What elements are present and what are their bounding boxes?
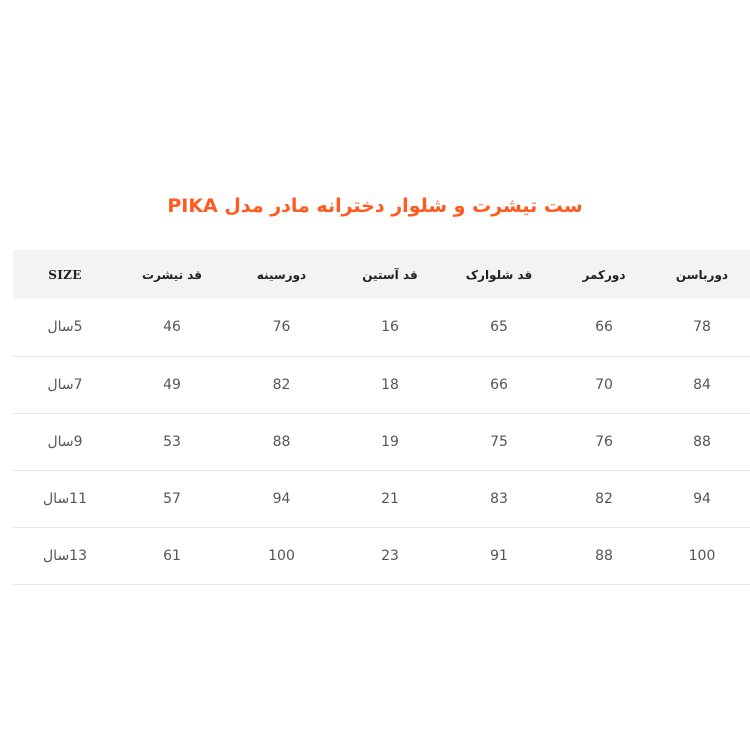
table-row xyxy=(13,527,750,584)
table-cell: 88 xyxy=(272,433,291,450)
table-cell: 91 xyxy=(490,547,508,564)
size-cell: 11سال xyxy=(43,490,87,507)
table-cell: 66 xyxy=(490,376,508,393)
table-cell: 84 xyxy=(693,376,711,393)
size-cell: 9سال xyxy=(47,433,83,450)
header-shirt-length: قد تیشرت xyxy=(141,267,203,282)
table-cell: 83 xyxy=(490,490,508,507)
header-hip: دورباسن xyxy=(675,267,729,282)
page-title: ست تیشرت و شلوار دخترانه مادر مدل PIKA xyxy=(167,195,583,217)
table-cell: 46 xyxy=(163,319,181,336)
table-cell: 82 xyxy=(272,376,291,393)
size-table xyxy=(13,250,750,585)
header-size: SIZE xyxy=(48,267,82,282)
table-row xyxy=(13,413,750,470)
size-cell: 7سال xyxy=(47,376,83,393)
table-cell: 100 xyxy=(268,547,295,564)
table-cell: 88 xyxy=(595,547,613,564)
table-row xyxy=(13,299,750,356)
table-cell: 21 xyxy=(381,490,399,507)
table-cell: 78 xyxy=(693,319,711,336)
table-cell: 94 xyxy=(272,490,291,507)
table-cell: 66 xyxy=(595,319,613,336)
header-sleeve-length: قد آستین xyxy=(362,267,418,282)
size-cell: 5سال xyxy=(47,319,83,336)
table-cell: 76 xyxy=(595,433,613,450)
table-cell: 82 xyxy=(595,490,613,507)
table-cell: 19 xyxy=(381,433,399,450)
header-waist: دورکمر xyxy=(582,267,626,282)
table-cell: 49 xyxy=(163,376,181,393)
table-cell: 100 xyxy=(688,547,716,564)
table-cell: 70 xyxy=(595,376,613,393)
header-chest: دورسینه xyxy=(256,267,307,282)
table-cell: 88 xyxy=(693,433,711,450)
size-cell: 13سال xyxy=(43,547,87,564)
table-cell: 53 xyxy=(163,433,181,450)
table-cell: 16 xyxy=(381,319,399,336)
table-cell: 57 xyxy=(163,490,181,507)
table-cell: 61 xyxy=(163,547,181,564)
table-row xyxy=(13,470,750,527)
table-header-row xyxy=(13,250,750,299)
table-cell: 23 xyxy=(381,547,399,564)
table-row xyxy=(13,356,750,413)
table-cell: 75 xyxy=(490,433,508,450)
table-cell: 18 xyxy=(381,376,399,393)
table-cell: 94 xyxy=(693,490,711,507)
header-shorts-length: قد شلوارک xyxy=(465,267,533,282)
table-cell: 76 xyxy=(272,319,291,336)
table-cell: 65 xyxy=(490,319,508,336)
